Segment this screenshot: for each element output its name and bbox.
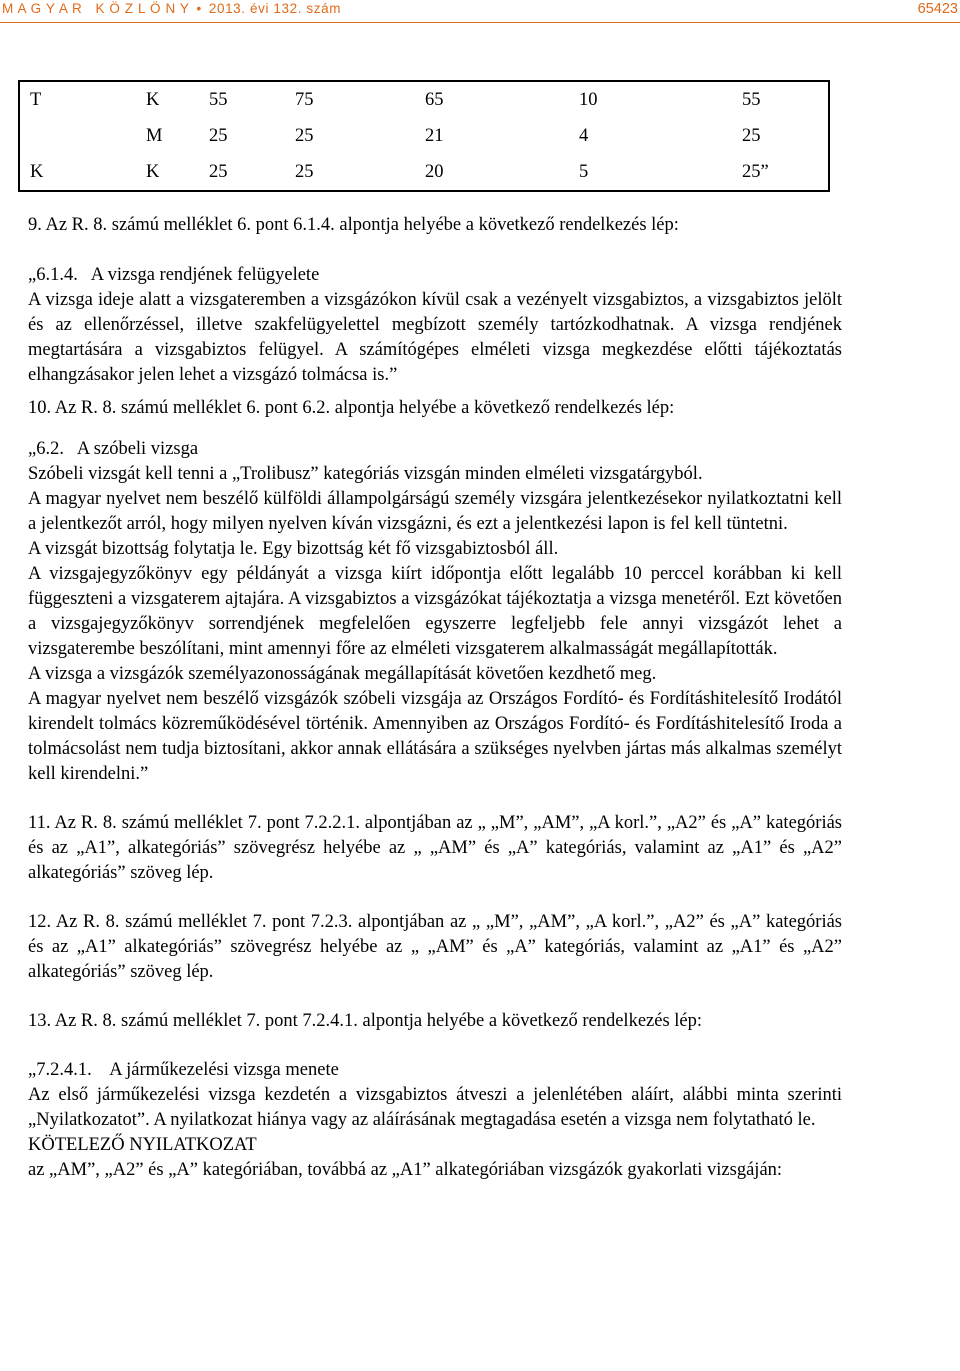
table-cell: K [146,89,160,110]
table-cell: 75 [295,89,314,110]
table-cell: M [146,125,163,146]
issue-number: 2013. évi 132. szám [208,1,342,16]
section-13-paragraph: Az első járműkezelési vizsga kezdetén a vizsgabiztos átveszi a jelenlétében aláírt, alábbi minta szerinti „Nyilatkozatot”. A nyilatkozat hiánya vagy az aláírásának megtagadása esetén a vizsga nem folytatható le. [28,1085,842,1130]
table-cell: 65 [425,89,444,110]
section-10-paragraph: A vizsga a vizsgázók személyazonosságának megállapítását követően kezdhető meg. [28,664,657,684]
grade-table [18,80,830,192]
table-cell: 5 [579,161,589,182]
table-cell: K [146,161,160,182]
section-10-heading: 10. Az R. 8. számú melléklet 6. pont 6.2. alpontja helyébe a következő rendelkezés lép: [28,398,675,418]
document-body [28,213,842,1183]
section-10-paragraph: A vizsgajegyzőkönyv egy példányát a vizsga kiírt időpontja előtt legalább 10 perccel korábban ki kell függeszteni a vizsgaterem ajtajára. A vizsgabiztos a vizsgázókat tájékoztatja a vizsga menetéről. Ezt követően a vizsgajegyzőkönyv sorrendjének megfelelően egyszerre legfeljebb fele annyi vizsgázót lehet a vizsgaterembe beszólítani, mint amennyi főre az elméleti vizsgaterem alkalmasságát megállapították. [28,564,842,659]
section-10-title: „6.2. A szóbeli vizsga [28,439,199,459]
section-11: 11. Az R. 8. számú melléklet 7. pont 7.2.2.1. alpontjában az „ „M”, „AM”, „A korl.”, „A2” és „A” kategóriás és az „A1”, alkategóriás” szövegrész helyébe az „ „AM” és „A” kategóriás, valamint az „A1” és „A2” alkategóriás” szöveg lép. [28,813,842,883]
section-9-title: „6.1.4. A vizsga rendjének felügyelete [28,265,320,285]
table-cell: 4 [579,125,589,146]
table-cell: 25 [295,161,314,182]
section-10-paragraph: A vizsgát bizottság folytatja le. Egy bizottság két fő vizsgabiztosból áll. [28,539,559,559]
page-header [0,0,960,23]
table-cell: K [30,161,44,182]
table-row [19,81,829,118]
section-13-title: „7.2.4.1. A járműkezelési vizsga menete [28,1060,339,1080]
table-cell: 21 [425,125,444,146]
page-number: 65423 [917,1,958,17]
table-cell: 25” [742,161,769,182]
header-bullet: • [196,1,202,16]
section-10-paragraph: A magyar nyelvet nem beszélő külföldi állampolgárságú személy vizsgára jelentkezésekor nyilatkoztatni kell a jelentkezőt arról, hogy milyen nyelven kíván vizsgázni, és ezt a jelentkezési lapon is fel kell tüntetni. [28,489,842,534]
table-cell [19,118,146,154]
section-10-paragraph: A magyar nyelvet nem beszélő vizsgázók szóbeli vizsgája az Országos Fordító- és Fordításhitelesítő Irodától kirendelt tolmács közreműködésével történik. Amennyiben az Országos Fordító- és Fordításhitelesítő Iroda a tolmácsolást nem tudja biztosítani, akkor annak ellátására a szükséges nyelvben jártas más alkalmas személyt kell kirendelni.” [28,689,842,784]
section-13-paragraph: az „AM”, „A2” és „A” kategóriában, továbbá az „A1” alkategóriában vizsgázók gyakorlati vizsgáján: [28,1160,783,1180]
table-cell: 25 [295,125,314,146]
table-cell: 25 [209,125,228,146]
section-9-heading: 9. Az R. 8. számú melléklet 6. pont 6.1.4. alpontja helyébe a következő rendelkezés lép: [28,215,679,235]
declaration-title: KÖTELEZŐ NYILATKOZAT [28,1135,257,1155]
table-cell: 55 [742,89,761,110]
journal-title: M A G Y A R K Ö Z L Ö N Y [2,1,190,16]
section-9-text: A vizsga ideje alatt a vizsgateremben a vizsgázókon kívül csak a vezényelt vizsgabiztos, a vizsgabiztos jelölt és az ellenőrzéssel, illetve szakfelügyelettel megbízott személy tartózkodhatnak. A vizsga rendjének megtartására a vizsgabiztos felügyel. A számítógépes elméleti vizsga megkezdése előtti tájékoztatás elhangzásakor jelen lehet a vizsgázó tolmácsa is.” [28,290,842,385]
section-13-heading: 13. Az R. 8. számú melléklet 7. pont 7.2.4.1. alpontja helyébe a következő rendelkezés lép: [28,1011,703,1031]
table-cell: T [30,89,42,110]
table-cell: 20 [425,161,444,182]
table-cell: 25 [742,125,761,146]
table-row [19,118,829,154]
table-cell: 10 [579,89,598,110]
header-journal [2,1,341,16]
table-cell: 55 [209,89,228,110]
section-12: 12. Az R. 8. számú melléklet 7. pont 7.2.3. alpontjában az „ „M”, „AM”, „A korl.”, „A2” és „A” kategóriás és az „A1” alkategóriás” szövegrész helyébe az „ „AM” és „A” kategóriás, valamint az „A1” és „A2” alkategóriás” szöveg lép. [28,912,842,982]
section-10-paragraph: Szóbeli vizsgát kell tenni a „Trolibusz” kategóriás vizsgán minden elméleti vizsgatárgyból. [28,464,703,484]
table-row [19,154,829,191]
table-cell: 25 [209,161,228,182]
